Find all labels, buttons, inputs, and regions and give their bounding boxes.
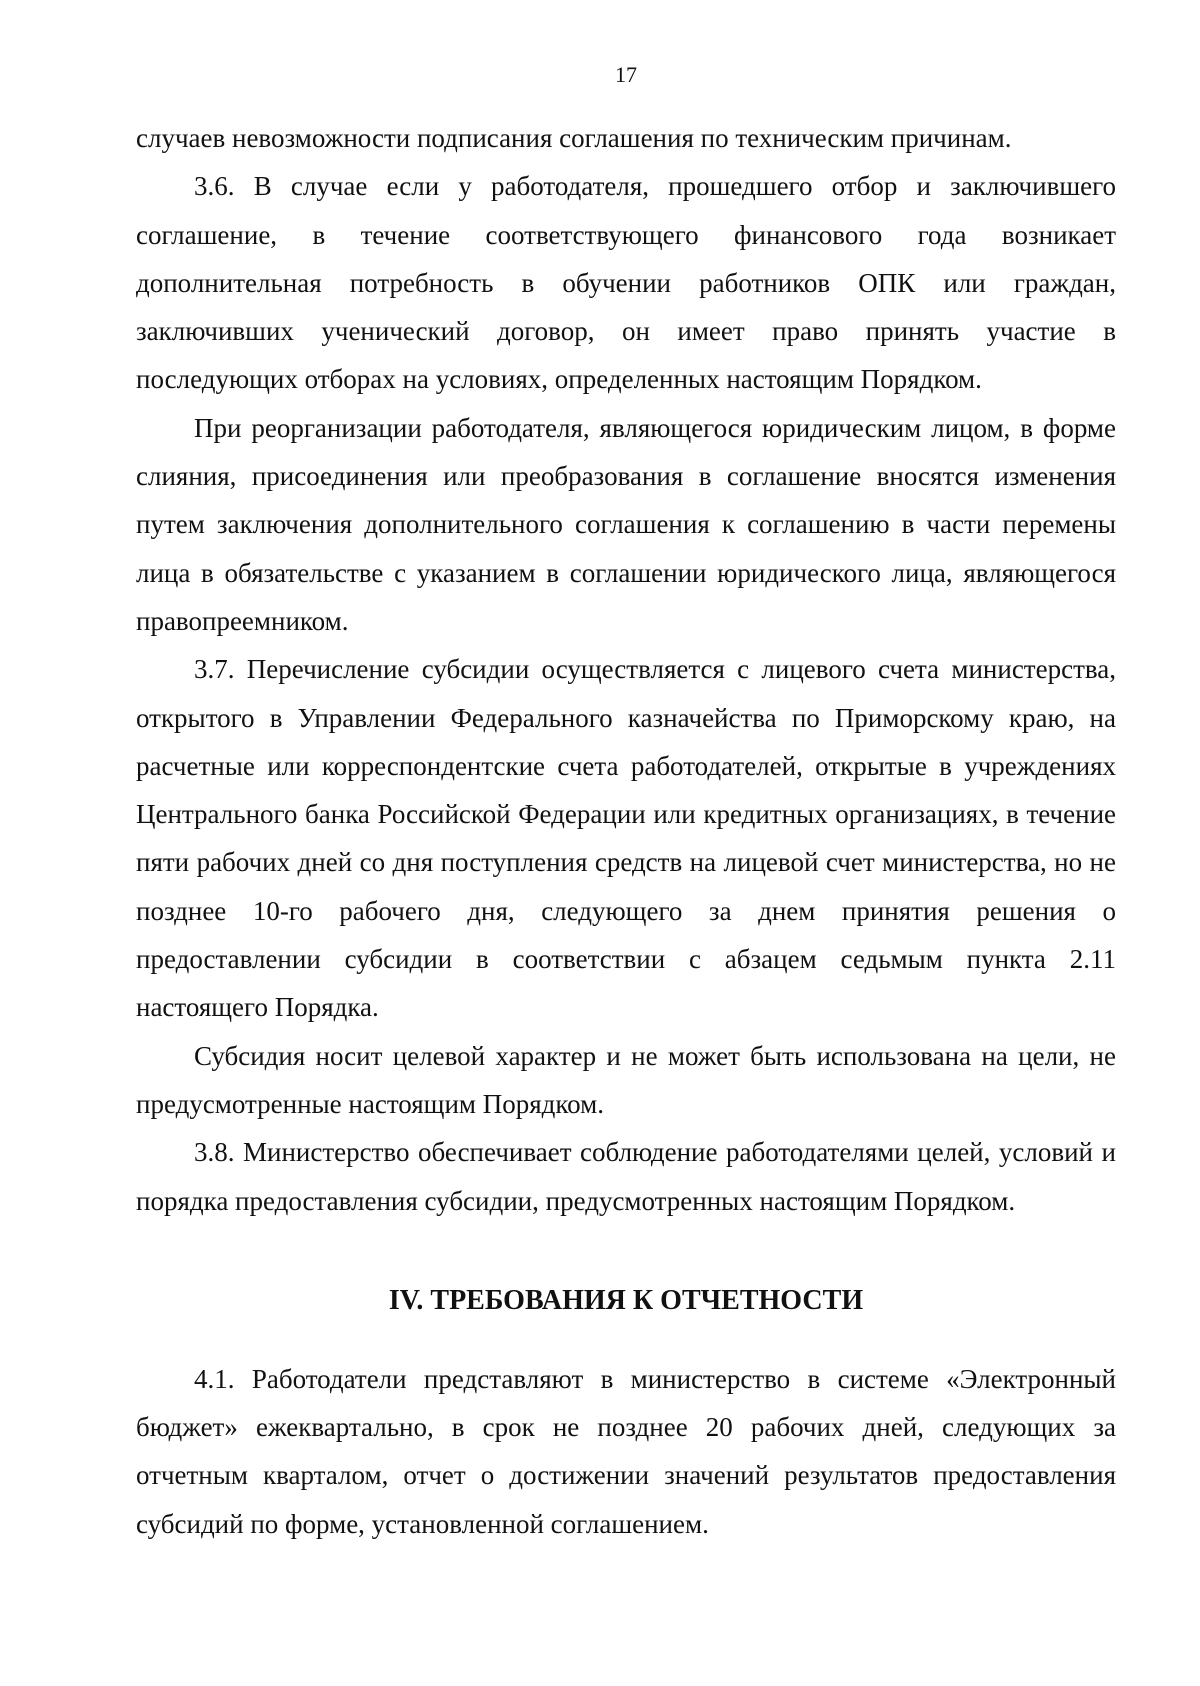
page-number: 17 — [615, 62, 637, 87]
paragraph-3-8: 3.8. Министерство обеспечивает соблюдение работодателями целей, условий и порядка предоставления субсидии, предусмотренных настоящим Порядком. — [136, 1137, 1116, 1216]
paragraph-3-7: 3.7. Перечисление субсидии осуществляется с лицевого счета министерства, открытого в Управлении Федерального казначейства по Приморскому краю, на расчетные или корреспондентские счета работодателей, открытые в учреждениях Центрального банка Российской Федерации или кредитных организациях, в течение пяти рабочих дней со дня поступления средств на лицевой счет министерства, но не позднее 10-го рабочего дня, следующего за днем принятия решения о предоставлении субсидии в соответствии с абзацем седьмым пункта 2.11 настоящего Порядка. — [136, 654, 1116, 1023]
paragraph-continuation: случаев невозможности подписания соглашения по техническим причинам. — [136, 123, 1012, 153]
document-body — [136, 114, 1116, 1548]
paragraph-3-6: 3.6. В случае если у работодателя, прошедшего отбор и заключившего соглашение, в течение соответствующего финансового года возникает дополнительная потребность в обучении работников ОПК или граждан, заключивших ученический договор, он имеет право принять участие в последующих отборах на условиях, определенных настоящим Порядком. — [136, 171, 1116, 395]
paragraph-reorganization: При реорганизации работодателя, являющегося юридическим лицом, в форме слияния, присоединения или преобразования в соглашение вносятся изменения путем заключения дополнительного соглашения к соглашению в части перемены лица в обязательстве с указанием в соглашении юридического лица, являющегося правопреемником. — [136, 412, 1116, 636]
section-heading: IV. ТРЕБОВАНИЯ К ОТЧЕТНОСТИ — [388, 1284, 864, 1316]
paragraph-4-1: 4.1. Работодатели представляют в министерство в системе «Электронный бюджет» ежеквартально, в срок не позднее 20 рабочих дней, следующих за отчетным кварталом, отчет о достижении значений результатов предоставления субсидий по форме, установленной соглашением. — [136, 1363, 1116, 1539]
paragraph-targeted-subsidy: Субсидия носит целевой характер и не может быть использована на цели, не предусмотренные настоящим Порядком. — [136, 1040, 1116, 1119]
